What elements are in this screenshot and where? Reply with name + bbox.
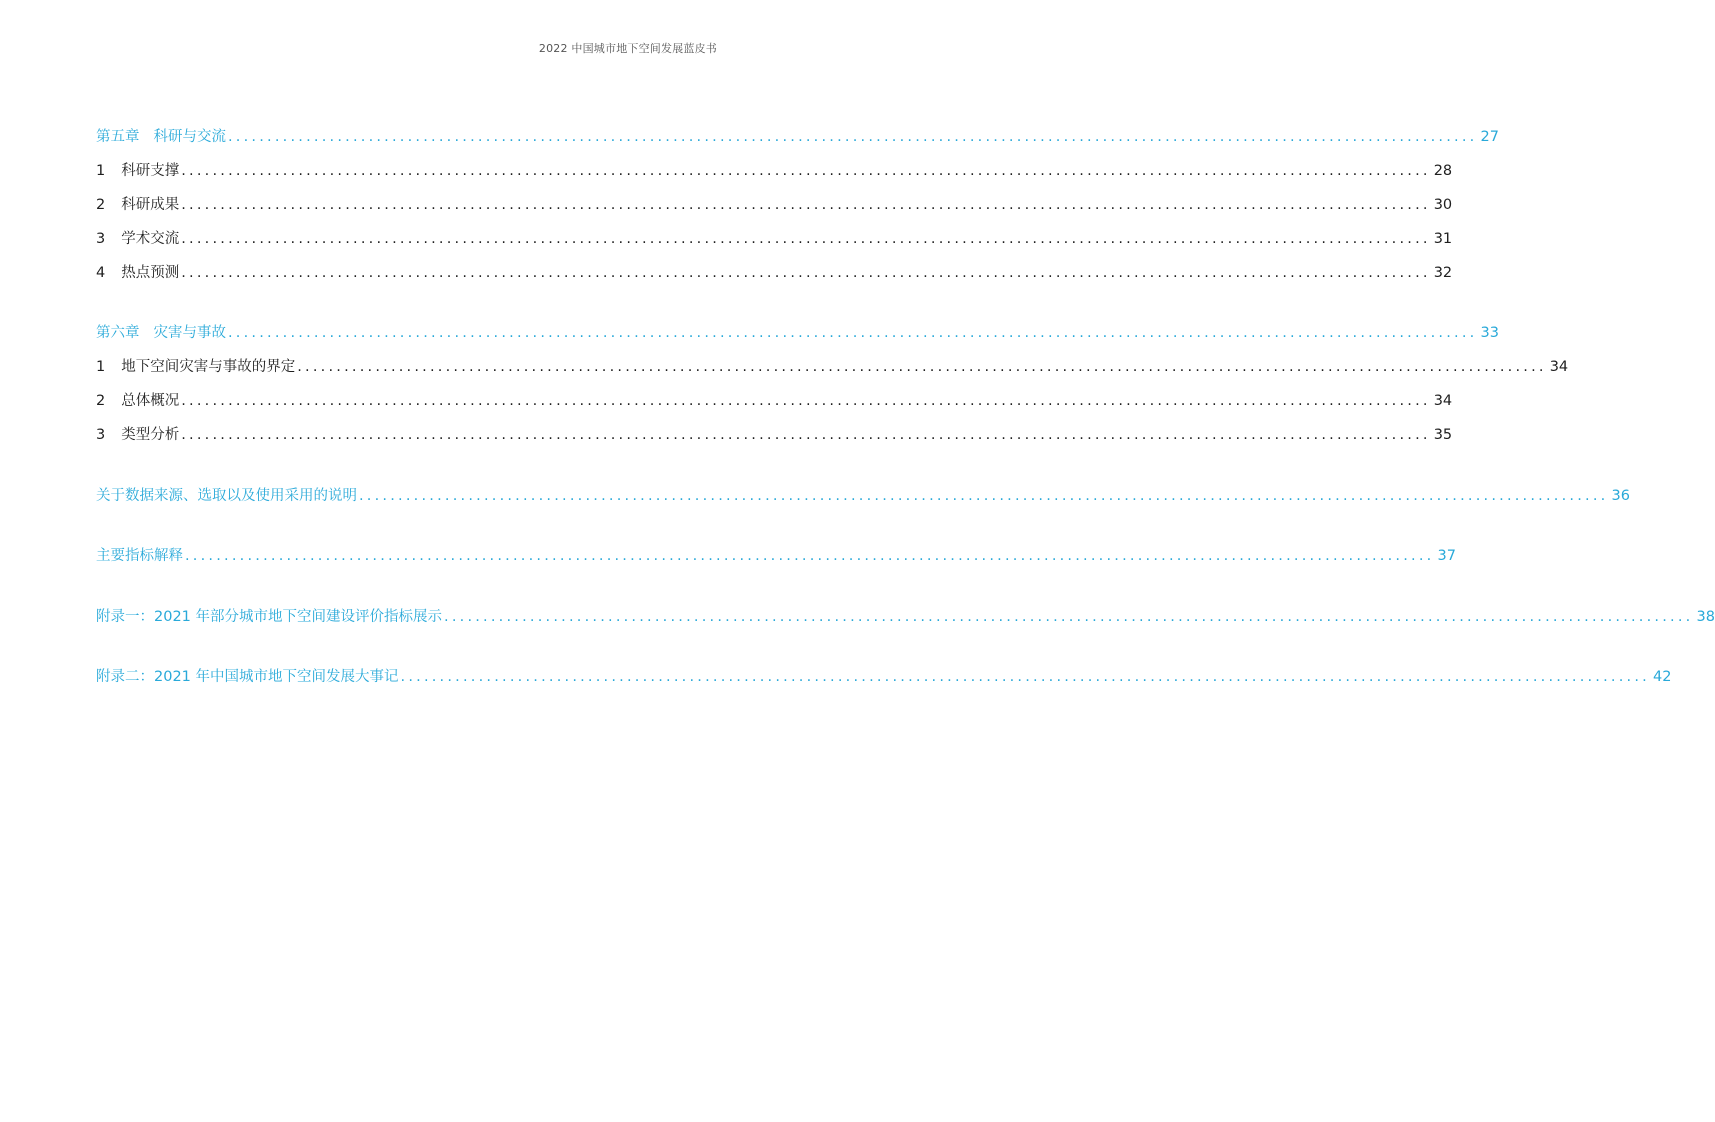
toc-appendix-1[interactable] xyxy=(96,607,1715,627)
dot-leader: ................................................................................................................................................................ xyxy=(400,669,1650,685)
toc-indicators[interactable] xyxy=(96,546,1456,566)
dot-leader: ................................................................................................................................................................ xyxy=(181,231,1431,247)
entry-title: 附录二：2021 年中国城市地下空间发展大事记 xyxy=(96,669,399,685)
section-title: 地下空间灾害与事故的界定 xyxy=(121,359,296,375)
page-number: 28 xyxy=(1433,163,1453,179)
section-title: 热点预测 xyxy=(121,265,180,281)
chapter-label: 第五章 xyxy=(96,129,140,145)
section-title: 学术交流 xyxy=(121,231,180,247)
dot-leader: ................................................................................................................................................................ xyxy=(181,393,1431,409)
section-number: 2 xyxy=(96,197,106,213)
section-number: 1 xyxy=(96,163,106,179)
section-title: 科研成果 xyxy=(121,197,180,213)
toc-section-6-3[interactable] xyxy=(96,425,1453,445)
section-number: 1 xyxy=(96,359,106,375)
toc-data-source[interactable] xyxy=(96,486,1630,506)
toc-chapter-5[interactable] xyxy=(96,127,1499,147)
page-number: 33 xyxy=(1480,325,1499,341)
chapter-title: 科研与交流 xyxy=(153,129,226,145)
toc-section-5-2[interactable] xyxy=(96,195,1453,215)
dot-leader: ................................................................................................................................................................ xyxy=(444,609,1694,625)
section-number: 3 xyxy=(96,427,106,443)
dot-leader: ................................................................................................................................................................ xyxy=(181,163,1431,179)
chapter-label: 第六章 xyxy=(96,325,140,341)
section-title: 类型分析 xyxy=(121,427,180,443)
dot-leader: ................................................................................................................................................................ xyxy=(181,265,1431,281)
dot-leader: ................................................................................................................................................................ xyxy=(181,197,1431,213)
toc-section-6-1[interactable] xyxy=(96,357,1569,377)
toc-section-5-4[interactable] xyxy=(96,263,1453,283)
dot-leader: ................................................................................................................................................................ xyxy=(228,129,1478,145)
entry-title: 附录一：2021 年部分城市地下空间建设评价指标展示 xyxy=(96,609,443,625)
section-title: 总体概况 xyxy=(121,393,180,409)
entry-title: 主要指标解释 xyxy=(96,548,183,564)
dot-leader: ................................................................................................................................................................ xyxy=(359,488,1609,504)
page-number: 32 xyxy=(1433,265,1453,281)
toc-chapter-6[interactable] xyxy=(96,323,1499,343)
page-number: 42 xyxy=(1652,669,1672,685)
page-number: 34 xyxy=(1549,359,1569,375)
dot-leader: ................................................................................................................................................................ xyxy=(181,427,1431,443)
running-header: 2022 中国城市地下空间发展蓝皮书 xyxy=(538,42,717,55)
section-title: 科研支撑 xyxy=(121,163,180,179)
dot-leader: ................................................................................................................................................................ xyxy=(228,325,1478,341)
page-number: 38 xyxy=(1696,609,1715,625)
page-number: 30 xyxy=(1433,197,1453,213)
page-number: 31 xyxy=(1433,231,1453,247)
chapter-title: 灾害与事故 xyxy=(153,325,226,341)
toc-section-5-1[interactable] xyxy=(96,161,1453,181)
page-number: 36 xyxy=(1611,488,1630,504)
dot-leader: ................................................................................................................................................................ xyxy=(297,359,1547,375)
page-number: 35 xyxy=(1433,427,1453,443)
toc-appendix-2[interactable] xyxy=(96,667,1672,687)
page-number: 27 xyxy=(1480,129,1499,145)
section-number: 2 xyxy=(96,393,106,409)
table-of-contents xyxy=(96,0,1715,1122)
section-number: 3 xyxy=(96,231,106,247)
dot-leader: ................................................................................................................................................................ xyxy=(185,548,1435,564)
entry-title: 关于数据来源、选取以及使用采用的说明 xyxy=(96,488,357,504)
section-number: 4 xyxy=(96,265,106,281)
toc-section-6-2[interactable] xyxy=(96,391,1453,411)
page-number: 37 xyxy=(1437,548,1456,564)
toc-section-5-3[interactable] xyxy=(96,229,1453,249)
page-number: 34 xyxy=(1433,393,1453,409)
